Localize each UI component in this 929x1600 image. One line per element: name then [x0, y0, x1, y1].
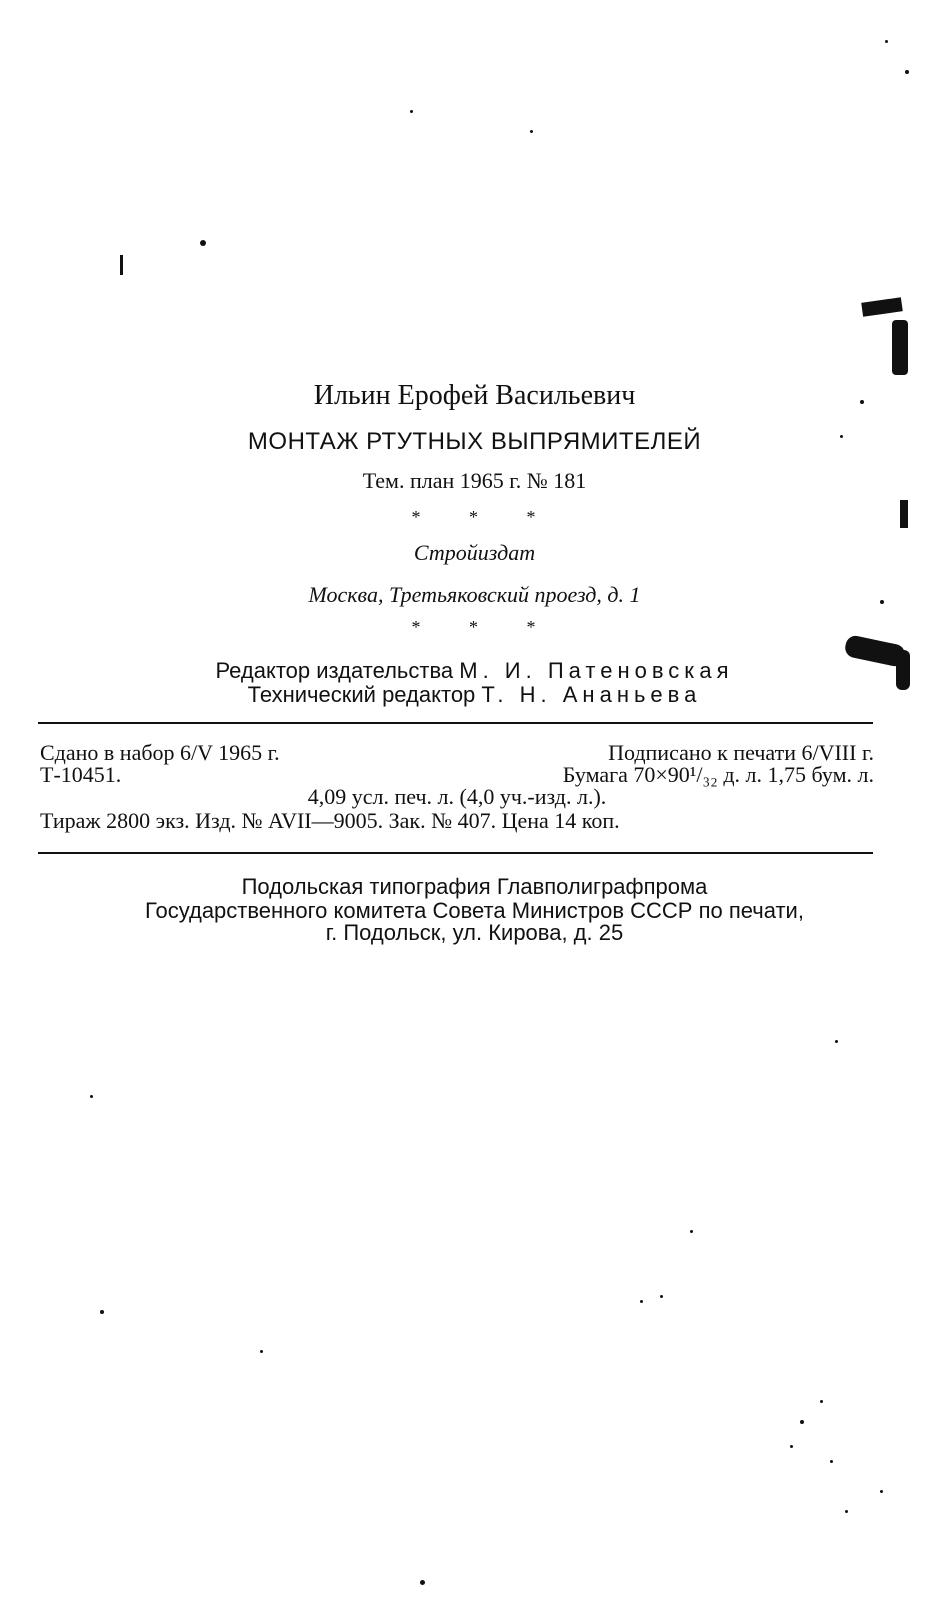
editor-role: Редактор издательства [215, 658, 454, 683]
divider-bottom [38, 852, 873, 854]
scan-speck [860, 400, 864, 404]
tech-editor-role: Технический редактор [247, 682, 476, 707]
scan-smudge [861, 297, 903, 316]
scan-speck [820, 1400, 823, 1403]
separator-stars: * * * [411, 507, 558, 527]
scan-speck [420, 1580, 425, 1585]
scan-speck [885, 40, 888, 43]
editor-line [10, 660, 929, 682]
scan-smudge [892, 320, 908, 375]
imprint-line-2 [40, 764, 874, 786]
printer-line-3: г. Подольск, ул. Кирова, д. 25 [325, 920, 624, 945]
scan-speck [880, 1490, 883, 1493]
imprint-signed-date: Подписано к печати 6/VIII г. [608, 740, 874, 765]
author-name: Ильин Ерофей Васильевич [313, 380, 636, 411]
tech-editor-line [10, 684, 929, 706]
scan-speck [90, 1095, 93, 1098]
scan-speck [845, 1510, 848, 1513]
scan-speck [905, 70, 909, 74]
imprint-line-4: Тираж 2800 экз. Изд. № AVII—9005. Зак. № 407. Цена 14 коп. [40, 808, 620, 833]
scan-speck [830, 1460, 833, 1463]
imprint-typeset-date: Сдано в набор 6/V 1965 г. [40, 740, 280, 765]
scan-speck [840, 435, 843, 438]
separator-stars-2: * * * [411, 617, 558, 637]
scan-speck [880, 600, 884, 604]
scan-speck [640, 1300, 643, 1303]
editor-name: М. И. Патеновская [459, 658, 734, 683]
scan-speck [100, 1310, 104, 1314]
scan-speck [690, 1230, 693, 1233]
imprint-paper: Бумага 70×90¹/₃₂ д. л. 1,75 бум. л. [562, 762, 874, 787]
scan-speck [200, 240, 206, 246]
imprint-line-1 [40, 742, 874, 764]
scan-smudge [900, 500, 908, 528]
divider-top [38, 722, 873, 724]
tech-editor-name: Т. Н. Ананьева [481, 682, 702, 707]
thematic-plan: Тем. план 1965 г. № 181 [362, 468, 587, 493]
scan-mark [120, 255, 123, 275]
publisher-name: Стройиздат [413, 540, 536, 565]
scan-speck [410, 110, 413, 113]
scan-speck [800, 1420, 804, 1424]
scan-speck [790, 1445, 793, 1448]
publisher-address: Москва, Третьяковский проезд, д. 1 [308, 582, 641, 607]
scan-smudge [896, 650, 910, 690]
book-title: МОНТАЖ РТУТНЫХ ВЫПРЯМИТЕЛЕЙ [247, 428, 702, 455]
scan-speck [835, 1040, 838, 1043]
printer-line-1: Подольская типография Главполиграфпрома [241, 874, 708, 899]
scan-speck [530, 130, 533, 133]
imprint-line-3: 4,09 усл. печ. л. (4,0 уч.-изд. л.). [307, 784, 607, 809]
scan-speck [660, 1295, 663, 1298]
scan-speck [260, 1350, 263, 1353]
imprint-code: Т-10451. [40, 762, 122, 787]
printer-line-2: Государственного комитета Совета Министров СССР по печати, [145, 898, 804, 923]
